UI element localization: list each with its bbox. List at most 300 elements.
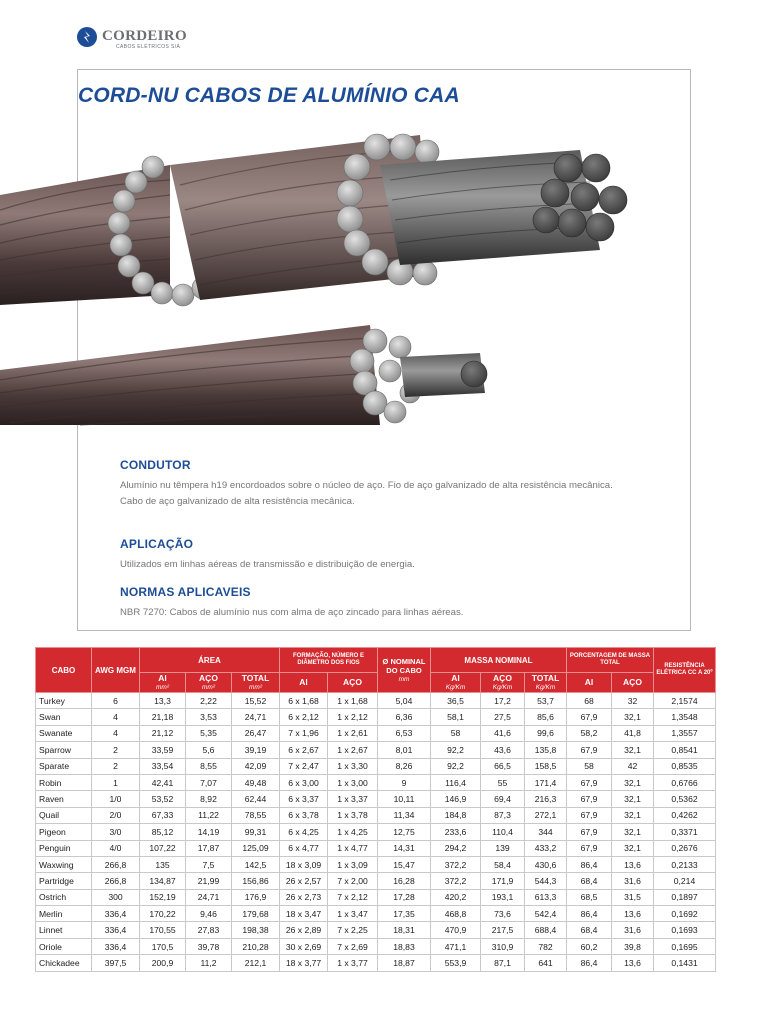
table-cell: 32,1 xyxy=(612,807,654,823)
table-cell: 1 x 3,47 xyxy=(328,906,378,922)
table-cell: 9,46 xyxy=(186,906,232,922)
table-cell: 18,83 xyxy=(378,938,431,954)
table-cell: 92,2 xyxy=(431,742,481,758)
table-cell: 8,26 xyxy=(378,758,431,774)
table-cell: 8,92 xyxy=(186,791,232,807)
header-label: Al xyxy=(451,672,460,683)
table-cell: 8,55 xyxy=(186,758,232,774)
table-cell: 67,33 xyxy=(140,807,186,823)
table-cell: 372,2 xyxy=(431,873,481,889)
table-cell: 32,1 xyxy=(612,742,654,758)
col-header-awg xyxy=(92,648,140,693)
cable-name-cell: Swanate xyxy=(36,725,92,741)
table-cell: 0,214 xyxy=(654,873,716,889)
table-cell: 68,4 xyxy=(567,873,612,889)
table-cell: 198,38 xyxy=(232,922,280,938)
table-cell: 13,6 xyxy=(612,856,654,872)
header-label: Al xyxy=(158,672,167,683)
table-cell: 99,6 xyxy=(525,725,567,741)
table-cell: 24,71 xyxy=(186,889,232,905)
table-cell: 433,2 xyxy=(525,840,567,856)
cable-name-cell: Turkey xyxy=(36,693,92,709)
table-cell: 62,44 xyxy=(232,791,280,807)
table-cell: 60,2 xyxy=(567,938,612,954)
table-row xyxy=(36,906,716,922)
cable-name-cell: Sparate xyxy=(36,758,92,774)
table-cell: 0,2133 xyxy=(654,856,716,872)
table-cell: 39,19 xyxy=(232,742,280,758)
header-label: AÇO xyxy=(199,672,218,683)
table-cell: 146,9 xyxy=(431,791,481,807)
col-header-porcentagem-text: PORCENTAGEM DE MASSA TOTAL xyxy=(569,653,651,666)
unit-label: mm² xyxy=(249,683,262,691)
table-cell: 6 x 4,25 xyxy=(280,824,328,840)
section-heading: APLICAÇÃO xyxy=(120,537,194,551)
cable-name-cell: Robin xyxy=(36,774,92,790)
unit-label: mm² xyxy=(202,683,215,691)
table-cell: 26 x 2,73 xyxy=(280,889,328,905)
table-cell: 26 x 2,89 xyxy=(280,922,328,938)
table-cell: 300 xyxy=(92,889,140,905)
table-cell: 42 xyxy=(612,758,654,774)
table-cell: 420,2 xyxy=(431,889,481,905)
header-label: TOTAL xyxy=(531,672,560,683)
unit-label: mm xyxy=(398,675,410,683)
cable-name-cell: Penguin xyxy=(36,840,92,856)
table-cell: 471,1 xyxy=(431,938,481,954)
table-cell: 6 xyxy=(92,693,140,709)
table-cell: 0,1692 xyxy=(654,906,716,922)
table-cell: 1 x 2,61 xyxy=(328,725,378,741)
table-row xyxy=(36,742,716,758)
table-cell: 13,3 xyxy=(140,693,186,709)
large-cable xyxy=(0,134,627,306)
table-cell: 7 x 2,69 xyxy=(328,938,378,954)
table-cell: 156,86 xyxy=(232,873,280,889)
page-title: CORD-NU CABOS DE ALUMÍNIO CAA xyxy=(78,84,460,107)
table-cell: 139 xyxy=(481,840,525,856)
table-cell: 107,22 xyxy=(140,840,186,856)
table-cell: 212,1 xyxy=(232,955,280,971)
col-header-massa-aco xyxy=(481,673,525,693)
table-cell: 53,52 xyxy=(140,791,186,807)
table-cell: 0,4262 xyxy=(654,807,716,823)
table-cell: 73,6 xyxy=(481,906,525,922)
table-cell: 4 xyxy=(92,709,140,725)
table-cell: 13,6 xyxy=(612,906,654,922)
table-cell: 7 x 2,12 xyxy=(328,889,378,905)
table-cell: 468,8 xyxy=(431,906,481,922)
table-cell: 1 x 4,25 xyxy=(328,824,378,840)
table-cell: 55 xyxy=(481,774,525,790)
col-header-form-al: Al xyxy=(280,673,328,693)
table-cell: 0,3371 xyxy=(654,824,716,840)
section-aplicacao xyxy=(120,537,638,573)
table-cell: 21,99 xyxy=(186,873,232,889)
table-cell: 53,7 xyxy=(525,693,567,709)
table-cell: 135 xyxy=(140,856,186,872)
table-row xyxy=(36,873,716,889)
table-row xyxy=(36,938,716,954)
table-cell: 11,22 xyxy=(186,807,232,823)
table-cell: 1 xyxy=(92,774,140,790)
table-cell: 17,35 xyxy=(378,906,431,922)
table-cell: 1 x 4,77 xyxy=(328,840,378,856)
table-cell: 33,54 xyxy=(140,758,186,774)
table-cell: 110,4 xyxy=(481,824,525,840)
table-cell: 372,2 xyxy=(431,856,481,872)
col-header-pct-aco: AÇO xyxy=(612,673,654,693)
table-cell: 6,53 xyxy=(378,725,431,741)
table-cell: 36,5 xyxy=(431,693,481,709)
table-cell: 6 x 4,77 xyxy=(280,840,328,856)
table-cell: 1 x 1,68 xyxy=(328,693,378,709)
table-cell: 6 x 3,78 xyxy=(280,807,328,823)
table-cell: 1,3557 xyxy=(654,725,716,741)
table-cell: 14,31 xyxy=(378,840,431,856)
table-cell: 33,59 xyxy=(140,742,186,758)
specifications-table xyxy=(35,647,716,972)
table-cell: 782 xyxy=(525,938,567,954)
table-cell: 16,28 xyxy=(378,873,431,889)
col-header-pct-al: Al xyxy=(567,673,612,693)
table-cell: 21,12 xyxy=(140,725,186,741)
table-cell: 41,8 xyxy=(612,725,654,741)
table-cell: 310,9 xyxy=(481,938,525,954)
col-header-massa-total xyxy=(525,673,567,693)
col-header-form-aco: AÇO xyxy=(328,673,378,693)
section-heading: NORMAS APLICAVEIS xyxy=(120,585,251,599)
table-cell: 66,5 xyxy=(481,758,525,774)
table-cell: 4/0 xyxy=(92,840,140,856)
table-cell: 0,2676 xyxy=(654,840,716,856)
table-row xyxy=(36,725,716,741)
table-cell: 12,75 xyxy=(378,824,431,840)
table-cell: 15,52 xyxy=(232,693,280,709)
table-cell: 4 xyxy=(92,725,140,741)
table-row xyxy=(36,955,716,971)
table-cell: 336,4 xyxy=(92,938,140,954)
table-cell: 3,53 xyxy=(186,709,232,725)
col-header-resistencia-text: RESISTÊNCIA ELÉTRICA CC A 20º xyxy=(656,663,713,676)
col-header-formacao-text: FORMAÇÃO, NÚMERO E DIÂMETRO DOS FIOS xyxy=(293,653,364,666)
table-cell: 397,5 xyxy=(92,955,140,971)
table-cell: 67,9 xyxy=(567,824,612,840)
brand-name: CORDEIRO xyxy=(102,28,187,44)
table-cell: 613,3 xyxy=(525,889,567,905)
table-cell: 1,3548 xyxy=(654,709,716,725)
section-text: Alumínio nu têmpera h19 encordoados sobre o núcleo de aço. Fio de aço galvanizado de alta resistência mecânica. xyxy=(120,480,613,491)
table-cell: 67,9 xyxy=(567,807,612,823)
table-cell: 7 x 1,96 xyxy=(280,725,328,741)
table-row xyxy=(36,889,716,905)
table-cell: 67,9 xyxy=(567,709,612,725)
table-cell: 68,5 xyxy=(567,889,612,905)
table-cell: 7 x 2,47 xyxy=(280,758,328,774)
col-header-formacao xyxy=(280,648,378,673)
col-header-area-al xyxy=(140,673,186,693)
table-cell: 171,4 xyxy=(525,774,567,790)
table-cell: 266,8 xyxy=(92,873,140,889)
table-cell: 344 xyxy=(525,824,567,840)
table-cell: 26,47 xyxy=(232,725,280,741)
table-cell: 11,34 xyxy=(378,807,431,823)
table-cell: 470,9 xyxy=(431,922,481,938)
header-label: AÇO xyxy=(493,672,512,683)
table-cell: 31,5 xyxy=(612,889,654,905)
table-cell: 6 x 2,12 xyxy=(280,709,328,725)
col-header-massa: MASSA NOMINAL xyxy=(431,648,567,673)
table-cell: 67,9 xyxy=(567,774,612,790)
table-cell: 1 x 3,00 xyxy=(328,774,378,790)
cable-name-cell: Swan xyxy=(36,709,92,725)
col-header-resistencia xyxy=(654,648,716,693)
table-cell: 69,4 xyxy=(481,791,525,807)
table-cell: 336,4 xyxy=(92,922,140,938)
table-cell: 18,31 xyxy=(378,922,431,938)
table-cell: 171,9 xyxy=(481,873,525,889)
table-cell: 179,68 xyxy=(232,906,280,922)
table-cell: 158,5 xyxy=(525,758,567,774)
table-cell: 32 xyxy=(612,693,654,709)
table-cell: 193,1 xyxy=(481,889,525,905)
section-normas xyxy=(120,585,638,621)
table-cell: 18 x 3,47 xyxy=(280,906,328,922)
table-cell: 32,1 xyxy=(612,824,654,840)
table-cell: 17,28 xyxy=(378,889,431,905)
table-cell: 32,1 xyxy=(612,774,654,790)
table-cell: 125,09 xyxy=(232,840,280,856)
table-cell: 26 x 2,57 xyxy=(280,873,328,889)
table-cell: 0,1695 xyxy=(654,938,716,954)
table-cell: 217,5 xyxy=(481,922,525,938)
table-cell: 32,1 xyxy=(612,791,654,807)
col-header-awg-text: AWG MGM xyxy=(95,665,136,675)
table-cell: 39,78 xyxy=(186,938,232,954)
table-cell: 272,1 xyxy=(525,807,567,823)
table-cell: 58 xyxy=(431,725,481,741)
table-row xyxy=(36,807,716,823)
table-cell: 85,12 xyxy=(140,824,186,840)
table-cell: 30 x 2,69 xyxy=(280,938,328,954)
table-cell: 85,6 xyxy=(525,709,567,725)
table-cell: 42,41 xyxy=(140,774,186,790)
table-cell: 1 x 3,37 xyxy=(328,791,378,807)
cable-name-cell: Chickadee xyxy=(36,955,92,971)
table-cell: 68,4 xyxy=(567,922,612,938)
table-cell: 176,9 xyxy=(232,889,280,905)
header-label: TOTAL xyxy=(241,672,270,683)
table-cell: 134,87 xyxy=(140,873,186,889)
table-cell: 116,4 xyxy=(431,774,481,790)
table-cell: 87,1 xyxy=(481,955,525,971)
table-cell: 8,01 xyxy=(378,742,431,758)
cable-name-cell: Waxwing xyxy=(36,856,92,872)
cable-name-cell: Linnet xyxy=(36,922,92,938)
table-cell: 86,4 xyxy=(567,906,612,922)
table-cell: 266,8 xyxy=(92,856,140,872)
unit-label: Kg/Km xyxy=(492,683,513,691)
table-cell: 32,1 xyxy=(612,709,654,725)
table-row xyxy=(36,856,716,872)
table-cell: 18 x 3,77 xyxy=(280,955,328,971)
table-cell: 1/0 xyxy=(92,791,140,807)
table-cell: 6 x 1,68 xyxy=(280,693,328,709)
cable-name-cell: Quail xyxy=(36,807,92,823)
table-cell: 2 xyxy=(92,758,140,774)
table-cell: 58,2 xyxy=(567,725,612,741)
table-cell: 1 x 3,78 xyxy=(328,807,378,823)
cable-strands-illustration xyxy=(0,125,690,440)
table-row xyxy=(36,922,716,938)
table-row xyxy=(36,824,716,840)
table-cell: 31,6 xyxy=(612,873,654,889)
table-cell: 6 x 2,67 xyxy=(280,742,328,758)
table-row xyxy=(36,709,716,725)
section-condutor xyxy=(120,458,638,510)
cordeiro-logo-icon xyxy=(76,26,98,48)
table-cell: 170,5 xyxy=(140,938,186,954)
table-cell: 152,19 xyxy=(140,889,186,905)
table-cell: 49,48 xyxy=(232,774,280,790)
table-cell: 233,6 xyxy=(431,824,481,840)
col-header-massa-al xyxy=(431,673,481,693)
table-cell: 336,4 xyxy=(92,906,140,922)
table-cell: 68 xyxy=(567,693,612,709)
table-cell: 135,8 xyxy=(525,742,567,758)
table-cell: 87,3 xyxy=(481,807,525,823)
table-cell: 3/0 xyxy=(92,824,140,840)
table-cell: 200,9 xyxy=(140,955,186,971)
table-cell: 42,09 xyxy=(232,758,280,774)
table-cell: 2,22 xyxy=(186,693,232,709)
table-cell: 430,6 xyxy=(525,856,567,872)
table-cell: 2/0 xyxy=(92,807,140,823)
table-cell: 5,6 xyxy=(186,742,232,758)
brand-logo xyxy=(76,26,236,52)
table-row xyxy=(36,758,716,774)
table-cell: 58,1 xyxy=(431,709,481,725)
unit-label: Kg/Km xyxy=(535,683,556,691)
table-cell: 41,6 xyxy=(481,725,525,741)
table-cell: 294,2 xyxy=(431,840,481,856)
cable-name-cell: Ostrich xyxy=(36,889,92,905)
table-cell: 5,35 xyxy=(186,725,232,741)
col-header-area: ÁREA xyxy=(140,648,280,673)
table-cell: 6 x 3,00 xyxy=(280,774,328,790)
table-cell: 7 x 2,25 xyxy=(328,922,378,938)
table-cell: 7,5 xyxy=(186,856,232,872)
table-cell: 0,1693 xyxy=(654,922,716,938)
table-cell: 542,4 xyxy=(525,906,567,922)
table-cell: 86,4 xyxy=(567,955,612,971)
table-cell: 5,04 xyxy=(378,693,431,709)
cable-name-cell: Raven xyxy=(36,791,92,807)
table-cell: 1 x 3,09 xyxy=(328,856,378,872)
table-cell: 210,28 xyxy=(232,938,280,954)
table-cell: 11,2 xyxy=(186,955,232,971)
table-cell: 67,9 xyxy=(567,742,612,758)
table-cell: 18,87 xyxy=(378,955,431,971)
section-text: Utilizados em linhas aéreas de transmissão e distribuição de energia. xyxy=(120,559,415,570)
table-cell: 99,31 xyxy=(232,824,280,840)
table-cell: 27,5 xyxy=(481,709,525,725)
table-cell: 0,5362 xyxy=(654,791,716,807)
table-cell: 184,8 xyxy=(431,807,481,823)
col-header-area-aco xyxy=(186,673,232,693)
table-cell: 86,4 xyxy=(567,856,612,872)
table-cell: 170,55 xyxy=(140,922,186,938)
table-cell: 9 xyxy=(378,774,431,790)
table-cell: 641 xyxy=(525,955,567,971)
table-cell: 142,5 xyxy=(232,856,280,872)
table-cell: 6,36 xyxy=(378,709,431,725)
table-cell: 78,55 xyxy=(232,807,280,823)
col-header-area-total xyxy=(232,673,280,693)
table-row xyxy=(36,693,716,709)
unit-label: mm² xyxy=(156,683,169,691)
table-cell: 1 x 3,30 xyxy=(328,758,378,774)
table-cell: 58 xyxy=(567,758,612,774)
table-cell: 17,87 xyxy=(186,840,232,856)
cable-name-cell: Pigeon xyxy=(36,824,92,840)
section-heading: CONDUTOR xyxy=(120,458,191,472)
cable-name-cell: Partridge xyxy=(36,873,92,889)
table-cell: 688,4 xyxy=(525,922,567,938)
table-cell: 24,71 xyxy=(232,709,280,725)
table-cell: 58,4 xyxy=(481,856,525,872)
cable-name-cell: Sparrow xyxy=(36,742,92,758)
table-cell: 67,9 xyxy=(567,840,612,856)
table-cell: 2,1574 xyxy=(654,693,716,709)
table-cell: 1 x 2,12 xyxy=(328,709,378,725)
col-header-cabo: CABO xyxy=(36,648,92,693)
col-header-diametro-text: Ø NOMINAL DO CABO xyxy=(382,656,426,675)
unit-label: Kg/Km xyxy=(445,683,466,691)
table-cell: 39,8 xyxy=(612,938,654,954)
section-text: Cabo de aço galvanizado de alta resistência mecânica. xyxy=(120,496,355,507)
col-header-diametro xyxy=(378,648,431,693)
table-cell: 1 x 2,67 xyxy=(328,742,378,758)
cable-name-cell: Oriole xyxy=(36,938,92,954)
table-cell: 43,6 xyxy=(481,742,525,758)
table-cell: 15,47 xyxy=(378,856,431,872)
table-row xyxy=(36,774,716,790)
table-cell: 2 xyxy=(92,742,140,758)
col-header-porcentagem xyxy=(567,648,654,673)
table-cell: 544,3 xyxy=(525,873,567,889)
table-cell: 6 x 3,37 xyxy=(280,791,328,807)
table-cell: 10,11 xyxy=(378,791,431,807)
table-cell: 7 x 2,00 xyxy=(328,873,378,889)
table-cell: 553,9 xyxy=(431,955,481,971)
table-cell: 1 x 3,77 xyxy=(328,955,378,971)
table-cell: 18 x 3,09 xyxy=(280,856,328,872)
table-cell: 67,9 xyxy=(567,791,612,807)
brand-subtitle: CABOS ELÉTRICOS S/A xyxy=(116,44,181,50)
table-cell: 21,18 xyxy=(140,709,186,725)
small-cable xyxy=(0,325,487,425)
table-cell: 0,1897 xyxy=(654,889,716,905)
table-row xyxy=(36,791,716,807)
table-cell: 7,07 xyxy=(186,774,232,790)
table-cell: 0,8541 xyxy=(654,742,716,758)
section-text: NBR 7270: Cabos de alumínio nus com alma de aço zincado para linhas aéreas. xyxy=(120,607,464,618)
table-cell: 0,1431 xyxy=(654,955,716,971)
table-cell: 27,83 xyxy=(186,922,232,938)
cable-name-cell: Merlin xyxy=(36,906,92,922)
table-cell: 32,1 xyxy=(612,840,654,856)
